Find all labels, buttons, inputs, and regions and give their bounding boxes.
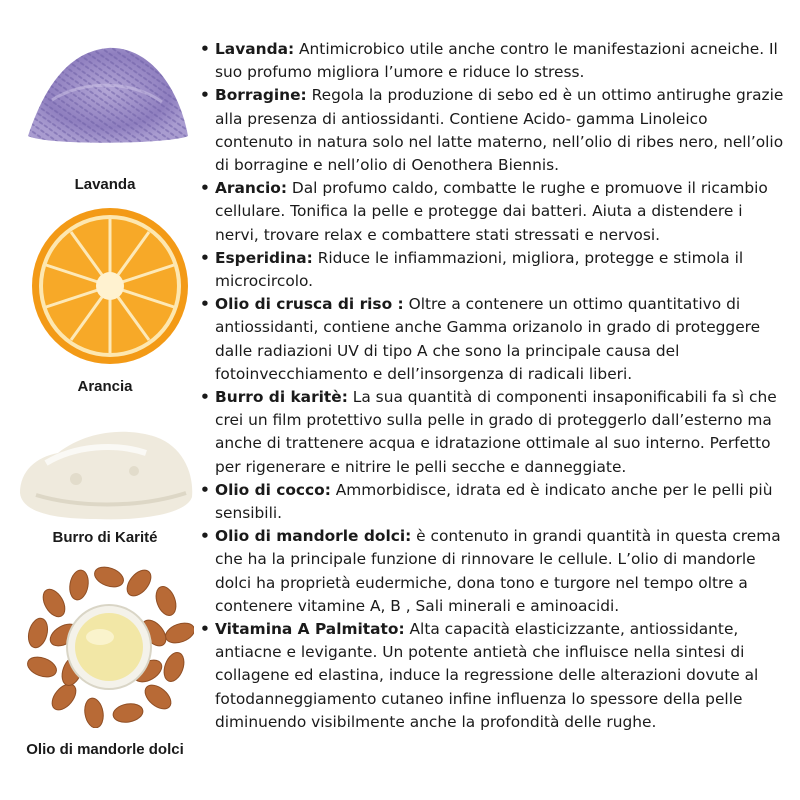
list-item bbox=[200, 525, 790, 618]
item-title: Olio di mandorle dolci: bbox=[215, 527, 412, 546]
orange-image bbox=[30, 206, 190, 366]
item-title: Borragine: bbox=[215, 86, 307, 105]
caption-burro: Burro di Karité bbox=[52, 529, 158, 546]
item-text: Riduce le infiammazioni, migliora, protegge e stimola il microcircolo. bbox=[215, 248, 744, 291]
shea-butter-image bbox=[16, 423, 196, 523]
item-text: Regola la produzione di sebo ed è un ottimo antirughe grazie alla presenza di antiossidanti. Contiene Acido- gamma Linoleico contenuto in natura solo nel latte materno, nell’olio di ribes nero, nell’olio di borragine e nell’olio di Oenothera Biennis. bbox=[215, 86, 784, 175]
bullet: • bbox=[200, 40, 210, 58]
list-item bbox=[200, 38, 790, 84]
item-text: La sua quantità di componenti insaponificabili fa sì che crei un film protettivo sulla pelle in grado di proteggerlo dall’esterno ma anche di trattenere acqua e idratazione ottimale al suo interno. Perfetto per rigenerare e nitrire le pelli secche e danneggiate. bbox=[215, 388, 777, 476]
caption-mandorle: Olio di mandorle dolci bbox=[26, 741, 184, 758]
list-item bbox=[200, 293, 790, 386]
item-text: Oltre a contenere un ottimo quantitativo di antiossidanti, contiene anche Gamma orizanolo in grado di proteggere dalle radiazioni UV di tipo A che sono la principale causa del fotoinvecchiamento e dell’insorgenza di radicali liberi. bbox=[215, 295, 761, 383]
item-title: Vitamina A Palmitato: bbox=[215, 620, 405, 639]
item-text: è contenuto in grandi quantità in questa crema che ha la principale funzione di rinnovare le cellule. L’olio di mandorle dolci ha proprietà eudermiche, dona tono e turgore nel tempo oltre a contenere vitamine A, B , Sali minerali e aminoacidi. bbox=[215, 527, 781, 615]
list-item bbox=[200, 618, 790, 734]
almond-oil-figure bbox=[0, 555, 210, 800]
list-item bbox=[200, 247, 790, 293]
item-title: Lavanda: bbox=[215, 40, 295, 58]
item-title: Olio di cocco: bbox=[215, 480, 331, 499]
item-title: Esperidina: bbox=[215, 248, 313, 267]
bullet: • bbox=[200, 248, 210, 267]
caption-arancia: Arancia bbox=[77, 378, 133, 395]
item-text: Ammorbidisce, idrata ed è indicato anche per le pelli più sensibili. bbox=[215, 480, 773, 523]
ingredient-list bbox=[200, 38, 790, 734]
item-text: Alta capacità elasticizzante, antiossidante, antiacne e levigante. Un potente antietà che influisce nella sintesi di collagene ed elastina, induce la regressione delle alterazioni dovute al fotodanneggiamento cutaneo infine influenza lo spessore della pelle diminuendo visibilmente anche la profondità delle rughe. bbox=[215, 620, 759, 731]
item-title: Burro di karitè: bbox=[215, 388, 348, 407]
item-text: Dal profumo caldo, combatte le rughe e promuove il ricambio cellulare. Tonifica la pelle e protegge dai batteri. Aiuta a distendere i nervi, trovare relax e combattere stati stressati e nervosi. bbox=[215, 179, 768, 244]
list-item bbox=[200, 386, 790, 479]
item-title: Arancio: bbox=[215, 179, 287, 198]
bullet: • bbox=[200, 480, 210, 499]
orange-figure bbox=[0, 200, 210, 405]
bullet: • bbox=[200, 388, 210, 407]
list-item bbox=[200, 84, 790, 177]
list-item bbox=[200, 177, 790, 247]
lavender-image bbox=[22, 40, 192, 150]
list-item bbox=[200, 479, 790, 525]
shea-butter-figure bbox=[0, 405, 210, 555]
bullet: • bbox=[200, 527, 210, 546]
bullet: • bbox=[200, 179, 210, 198]
item-text: Antimicrobico utile anche contro le manifestazioni acneiche. Il suo profumo migliora l’umore e riduce lo stress. bbox=[215, 40, 778, 82]
lavender-figure bbox=[0, 0, 210, 200]
caption-lavanda: Lavanda bbox=[74, 176, 136, 193]
bullet: • bbox=[200, 620, 210, 639]
image-column bbox=[0, 0, 210, 800]
item-title: Olio di crusca di riso : bbox=[215, 295, 404, 314]
bullet: • bbox=[200, 86, 210, 105]
bullet: • bbox=[200, 295, 210, 314]
almond-oil-image bbox=[24, 563, 194, 728]
